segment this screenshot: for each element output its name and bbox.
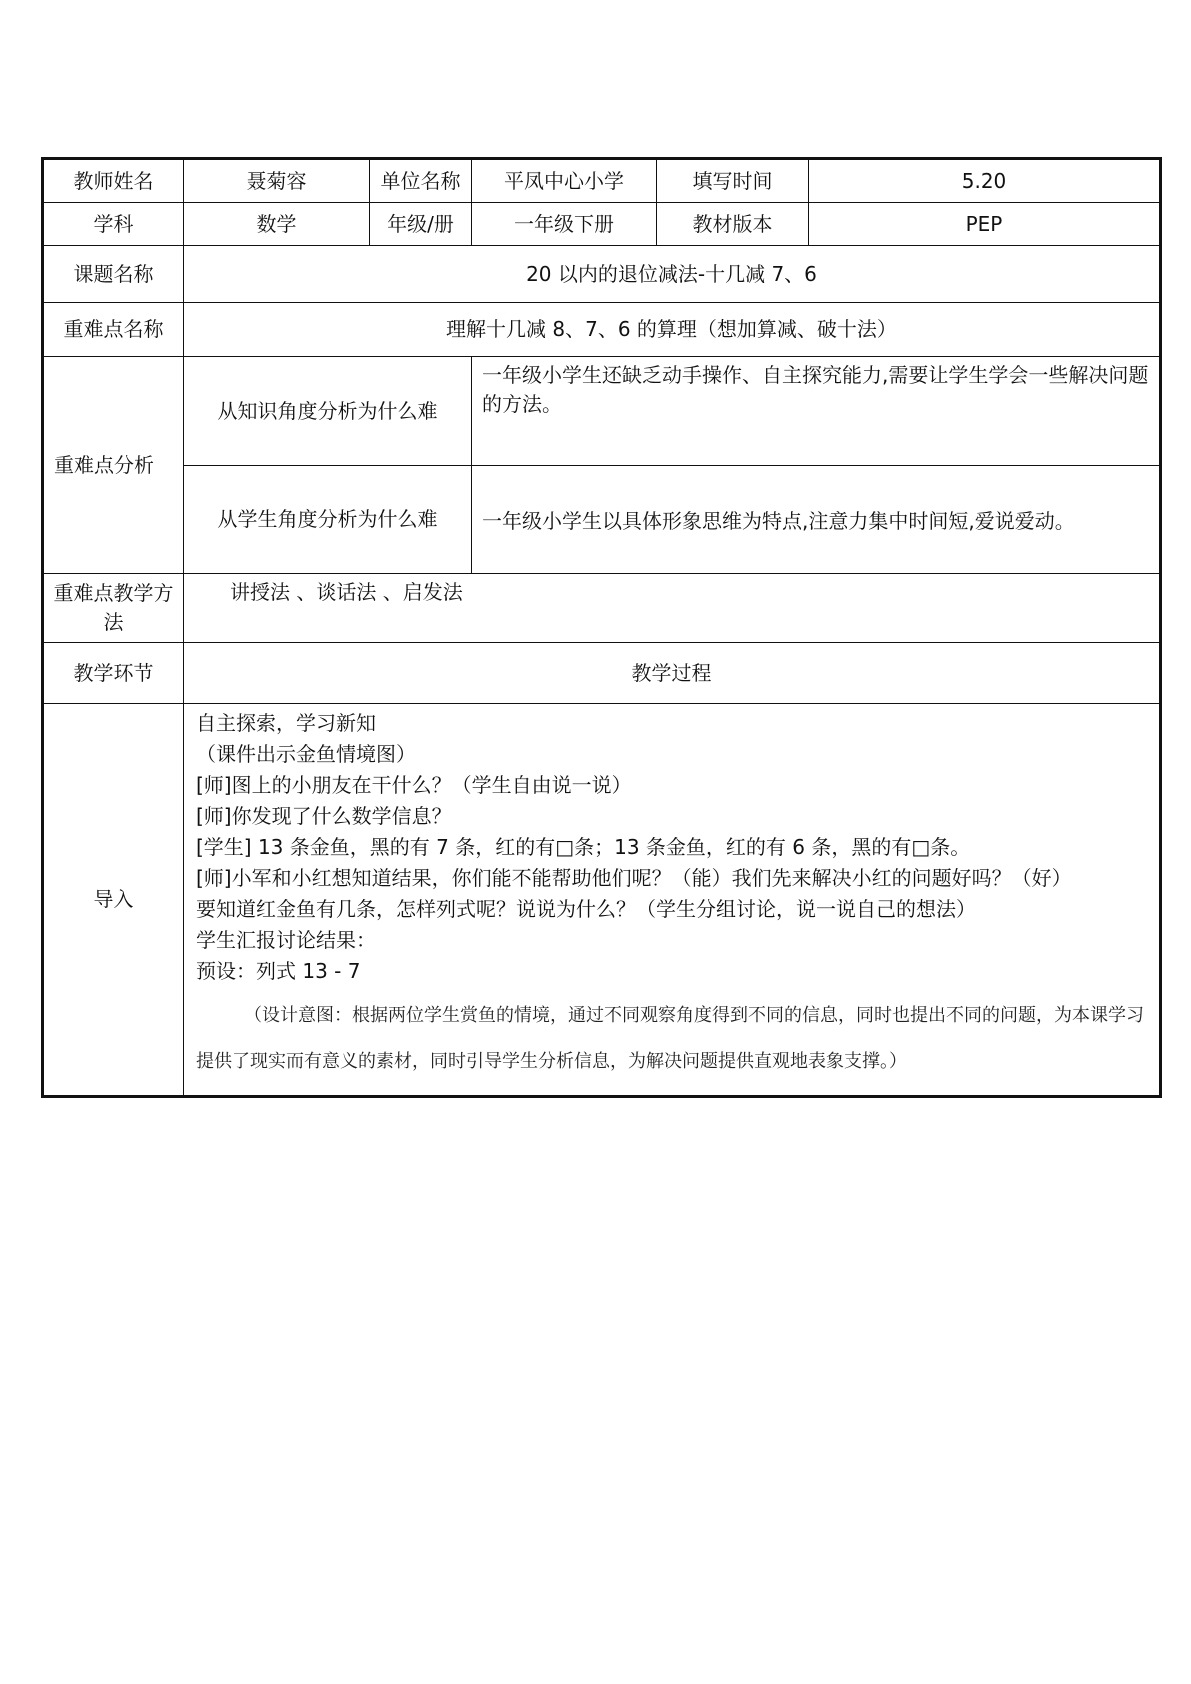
key-point-value: 理解十几减 8、7、6 的算理（想加算减、破十法） xyxy=(184,303,1161,357)
lesson-plan-page xyxy=(41,157,1159,1098)
method-label: 重难点教学方法 xyxy=(43,574,184,643)
process-line: 学生汇报讨论结果： xyxy=(196,928,376,952)
analysis-row-student xyxy=(43,466,1161,574)
subject-value: 数学 xyxy=(184,203,370,246)
key-point-row xyxy=(43,303,1161,357)
process-line: [师]小军和小红想知道结果，你们能不能帮助他们呢？（能）我们先来解决小红的问题好吗？（好） xyxy=(196,866,1072,890)
method-value: 讲授法 、谈话法 、启发法 xyxy=(184,574,1161,643)
unit-name-value: 平凤中心小学 xyxy=(472,159,657,203)
analysis-label: 重难点分析 xyxy=(43,357,184,574)
student-angle-text: 一年级小学生以具体形象思维为特点,注意力集中时间短,爱说爱动。 xyxy=(472,466,1161,574)
analysis-row-knowledge xyxy=(43,357,1161,466)
process-header-row xyxy=(43,643,1161,704)
teacher-name-value: 聂菊容 xyxy=(184,159,370,203)
topic-value: 20 以内的退位减法-十几减 7、6 xyxy=(184,246,1161,303)
grade-value: 一年级下册 xyxy=(472,203,657,246)
teaching-process-header: 教学过程 xyxy=(184,643,1161,704)
teaching-stage-header: 教学环节 xyxy=(43,643,184,704)
lesson-plan-table xyxy=(41,157,1162,1098)
process-line: [师]你发现了什么数学信息？ xyxy=(196,804,452,828)
process-line: （课件出示金鱼情境图） xyxy=(196,742,416,766)
edition-value: PEP xyxy=(809,203,1161,246)
intro-stage-label: 导入 xyxy=(43,704,184,1097)
method-row xyxy=(43,574,1161,643)
topic-label: 课题名称 xyxy=(43,246,184,303)
process-line: 要知道红金鱼有几条，怎样列式呢？说说为什么？（学生分组讨论，说一说自己的想法） xyxy=(196,897,976,921)
knowledge-angle-text: 一年级小学生还缺乏动手操作、自主探究能力,需要让学生学会一些解决问题的方法。 xyxy=(472,357,1161,466)
knowledge-angle-label: 从知识角度分析为什么难 xyxy=(184,357,472,466)
student-angle-label: 从学生角度分析为什么难 xyxy=(184,466,472,574)
intro-row xyxy=(43,704,1161,1097)
design-intent-note: （设计意图：根据两位学生赏鱼的情境，通过不同观察角度得到不同的信息，同时也提出不同的问题，为本课学习提供了现实而有意义的素材，同时引导学生分析信息，为解决问题提供直观地表象支撑。） xyxy=(196,1005,1144,1072)
process-line: 自主探索，学习新知 xyxy=(196,711,376,735)
process-line: 预设：列式 13 - 7 xyxy=(196,959,361,983)
process-line: [师]图上的小朋友在干什么？（学生自由说一说） xyxy=(196,773,632,797)
fill-date-label: 填写时间 xyxy=(657,159,809,203)
info-row-1 xyxy=(43,159,1161,203)
fill-date-value: 5.20 xyxy=(809,159,1161,203)
subject-label: 学科 xyxy=(43,203,184,246)
key-point-label: 重难点名称 xyxy=(43,303,184,357)
teacher-name-label: 教师姓名 xyxy=(43,159,184,203)
process-line: [学生] 13 条金鱼，黑的有 7 条，红的有□条；13 条金鱼，红的有 6 条，黑的有□条。 xyxy=(196,835,971,859)
grade-label: 年级/册 xyxy=(370,203,472,246)
unit-name-label: 单位名称 xyxy=(370,159,472,203)
topic-row xyxy=(43,246,1161,303)
intro-process-content xyxy=(184,704,1161,1097)
info-row-2 xyxy=(43,203,1161,246)
edition-label: 教材版本 xyxy=(657,203,809,246)
